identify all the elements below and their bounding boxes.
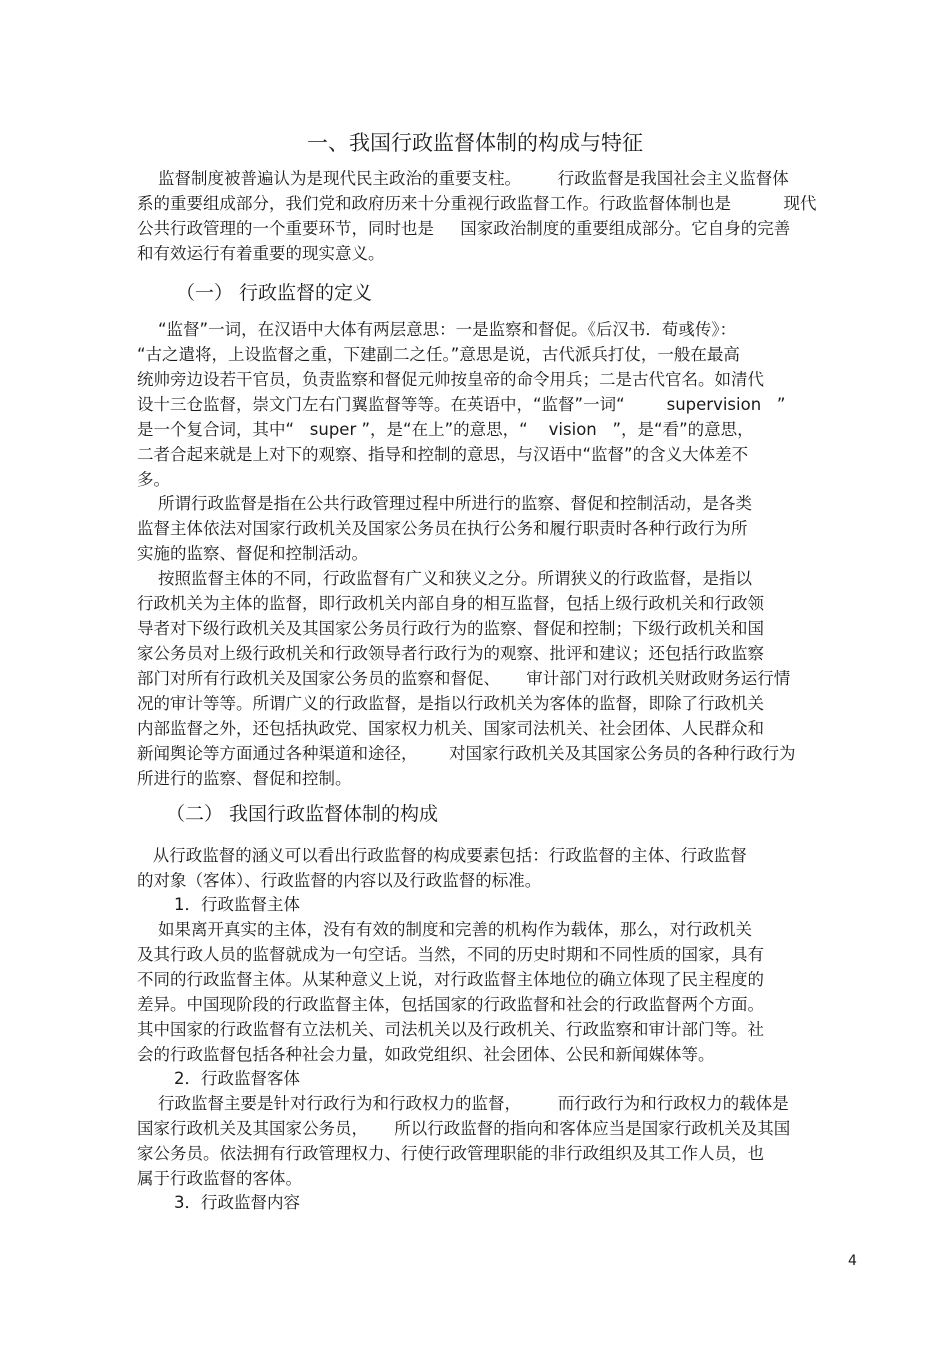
text-line: 导者对下级行政机关及其国家公务员行政行为的监察、督促和控制；下级行政机关和国: [137, 619, 764, 638]
text-line: “古之遣将，上设监督之重，下建副二之任。”意思是说，古代派兵打仗，一般在最高: [137, 345, 740, 364]
text-line: 行政机关为主体的监督，即行政机关内部自身的相互监督，包括上级行政机关和行政领: [137, 594, 764, 613]
text-line: 不同的行政监督主体。从某种意义上说，对行政监督主体地位的确立体现了民主程度的: [137, 970, 764, 989]
text-line: 新闻舆论等方面通过各种渠道和途径， 对国家行政机关及其国家公务员的各种行政行为: [137, 744, 796, 763]
text-line: 部门对所有行政机关及国家公务员的监察和督促、 审计部门对行政机关财政财务运行情: [137, 669, 791, 688]
text-line: 内部监督之外，还包括执政党、国家权力机关、国家司法机关、社会团体、人民群众和: [137, 719, 764, 738]
text-line: 所进行的监察、督促和控制。: [137, 769, 352, 788]
intro-paragraph: [137, 166, 867, 266]
text-line: 是一个复合词，其中“ super ”，是“在上”的意思，“ vision ”，是“看”的意思，: [137, 420, 754, 439]
subject-paragraph: [137, 917, 867, 1067]
text-line: 按照监督主体的不同，行政监督有广义和狭义之分。所谓狭义的行政监督，是指以: [137, 569, 752, 588]
text-line: 所谓行政监督是指在公共行政管理过程中所进行的监察、督促和控制活动，是各类: [137, 494, 752, 513]
text-line: 从行政监督的涵义可以看出行政监督的构成要素包括：行政监督的主体、行政监督: [137, 846, 747, 865]
page-title: 一、我国行政监督体制的构成与特征: [307, 131, 643, 155]
text-line: 及其行政人员的监督就成为一句空话。当然，不同的历史时期和不同性质的国家，具有: [137, 945, 764, 964]
text-line: 差异。中国现阶段的行政监督主体，包括国家的行政监督和社会的行政监督两个方面。: [137, 995, 764, 1014]
definition-paragraph-2: [137, 491, 867, 566]
text-line: 如果离开真实的主体，没有有效的制度和完善的机构作为载体，那么，对行政机关: [137, 920, 752, 939]
text-line: 公共行政管理的一个重要环节，同时也是 国家政治制度的重要组成部分。它自身的完善: [137, 219, 791, 238]
text-line: “监督”一词，在汉语中大体有两层意思：一是监察和督促。《后汉书．荀彧传》：: [137, 320, 737, 339]
definition-paragraph-3: [137, 566, 867, 791]
text-line: 实施的监察、督促和控制活动。: [137, 544, 368, 563]
section-heading-structure: （二） 我国行政监督体制的构成: [166, 803, 439, 825]
text-line: 其中国家的行政监督有立法机关、司法机关以及行政机关、行政监察和审计部门等。社: [137, 1020, 764, 1039]
text-line: 设十三仓监督，崇文门左右门翼监督等等。在英语中，“监督”一词“ supervision ”: [137, 395, 786, 414]
definition-paragraph-1: [137, 317, 867, 492]
item-heading-subject: 1．行政监督主体: [174, 895, 300, 914]
text-line: 统帅旁边设若干官员，负责监察和督促元帅按皇帝的命令用兵；二是古代官名。如清代: [137, 370, 764, 389]
section-heading-definition: （一） 行政监督的定义: [176, 282, 373, 304]
text-line: 会的行政监督包括各种社会力量，如政党组织、社会团体、公民和新闻媒体等。: [137, 1045, 715, 1064]
text-line: 系的重要组成部分，我们党和政府历来十分重视行政监督工作。行政监督体制也是 现代: [137, 194, 817, 213]
text-line: 多。: [137, 470, 170, 489]
item-heading-content: 3．行政监督内容: [174, 1193, 300, 1212]
structure-paragraph: [137, 843, 867, 893]
text-line: 监督主体依法对国家行政机关及国家公务员在执行公务和履行职责时各种行政行为所: [137, 519, 748, 538]
text-line: 的对象（客体）、行政监督的内容以及行政监督的标准。: [137, 871, 542, 890]
text-line: 家公务员。依法拥有行政管理权力、行使行政管理职能的非行政组织及其工作人员，也: [137, 1144, 764, 1163]
item-heading-object: 2．行政监督客体: [174, 1069, 300, 1088]
page-number: 4: [848, 1253, 857, 1269]
text-line: 监督制度被普遍认为是现代民主政治的重要支柱。 行政监督是我国社会主义监督体: [137, 169, 789, 188]
text-line: 国家行政机关及其国家公务员， 所以行政监督的指向和客体应当是国家行政机关及其国: [137, 1119, 791, 1138]
text-line: 属于行政监督的客体。: [137, 1169, 302, 1188]
text-line: 家公务员对上级行政机关和行政领导者行政行为的观察、批评和建议；还包括行政监察: [137, 644, 764, 663]
text-line: 二者合起来就是上对下的观察、指导和控制的意思，与汉语中“监督”的含义大体差不: [137, 445, 749, 464]
text-line: 行政监督主要是针对行政行为和行政权力的监督， 而行政行为和行政权力的载体是: [137, 1094, 789, 1113]
text-line: 和有效运行有着重要的现实意义。: [137, 244, 385, 263]
text-line: 况的审计等等。所谓广义的行政监督，是指以行政机关为客体的监督，即除了行政机关: [137, 694, 764, 713]
object-paragraph: [137, 1091, 867, 1191]
